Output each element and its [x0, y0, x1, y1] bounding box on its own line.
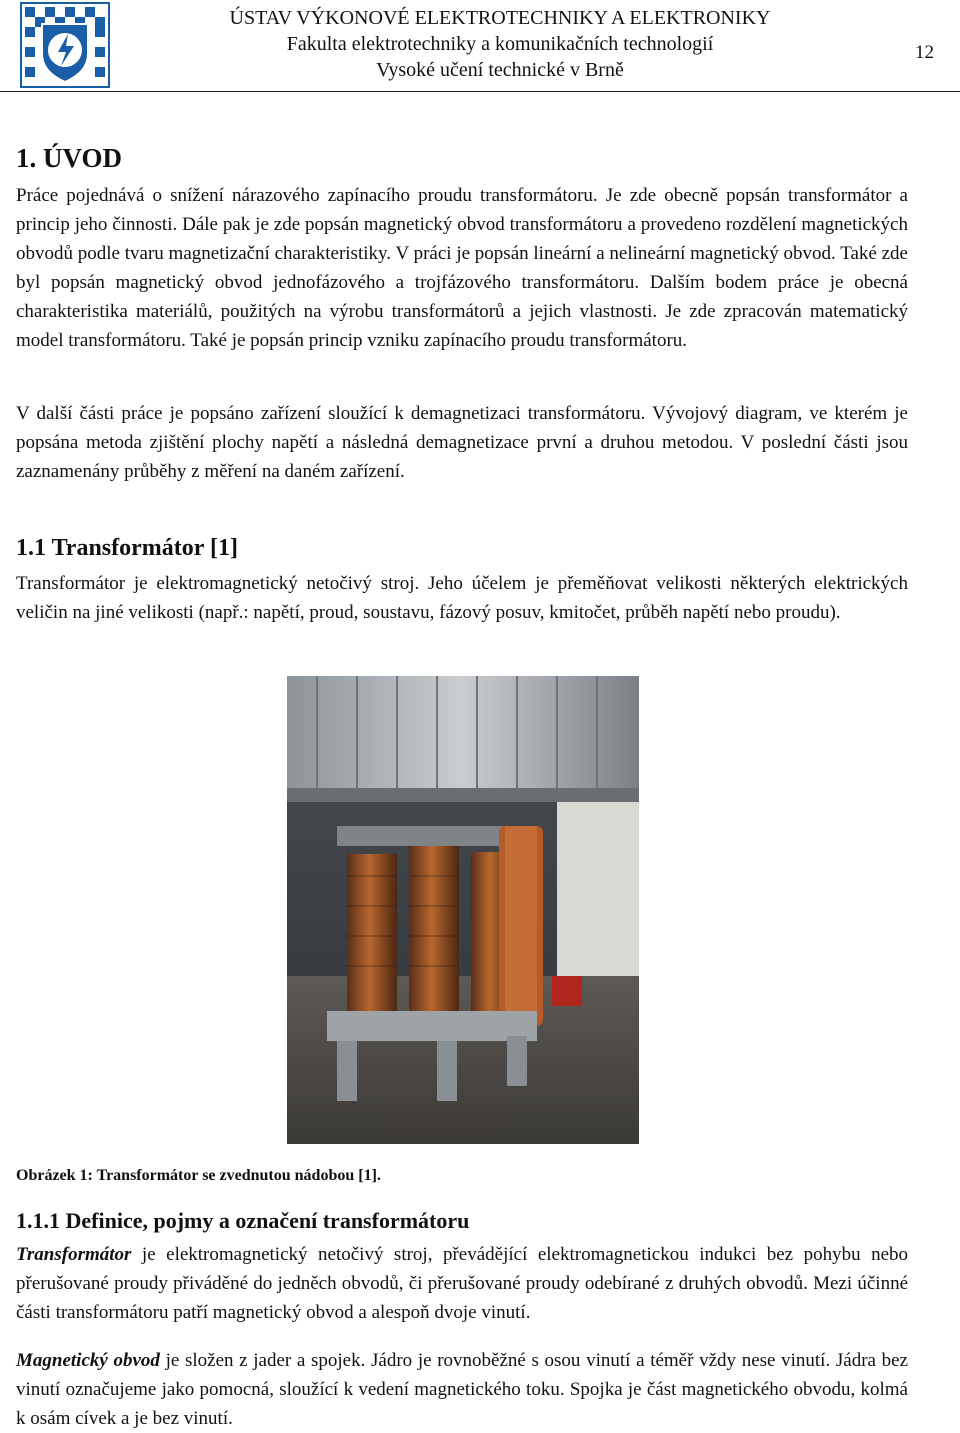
definition-transformer-text: je elektromagnetický netočivý stroj, převádějící elektromagnetickou indukci bez pohybu nebo přerušované proudy přiváděné do jedněch obvodů, či přerušované proudy odebírané z druhých obvodů. Mezi účinné části transformátoru patří magnetický obvod a alespoň dvoje vinutí.: [16, 1244, 908, 1323]
transformer-paragraph: Transformátor je elektromagnetický netočivý stroj. Jeho účelem je přeměňovat velikosti některých elektrických veličin na jiné velikosti (např.: napětí, proud, soustavu, fázový posuv, kmitočet, průběh napětí nebo proudu).: [16, 573, 908, 623]
definition-paragraph-2: [16, 1346, 908, 1433]
institute-name: ÚSTAV VÝKONOVÉ ELEKTROTECHNIKY A ELEKTRONIKY: [229, 7, 771, 29]
faculty-name: Fakulta elektrotechniky a komunikačních technologií: [286, 33, 714, 55]
header-divider: [0, 91, 960, 92]
page-header: [0, 0, 960, 94]
figure-caption: Obrázek 1: Transformátor se zvednutou nádobou [1].: [16, 1167, 381, 1184]
section-title-transformer: 1.1 Transformátor [1]: [16, 535, 238, 561]
definition-magnetic-circuit-text: je složen z jader a spojek. Jádro je rovnoběžné s osou vinutí a téměř vždy nese vinutí. Jádra bez vinutí označujeme jako pomocná, sloužící k vedení magnetického toku. Spojka je část magnetického obvodu, kolmá k osám cívek a je bez vinutí.: [16, 1350, 908, 1429]
term-magnetic-circuit: Magnetický obvod: [16, 1350, 160, 1371]
header-titles: [120, 5, 880, 83]
transformer-photo: [287, 676, 639, 1144]
term-transformer: Transformátor: [16, 1244, 132, 1265]
definition-paragraph-1: [16, 1240, 908, 1327]
intro-paragraph-1: Práce pojednává o snížení nárazového zapínacího proudu transformátoru. Je zde obecně popsán transformátor a princip jeho činnosti. Dále pak je zde popsán magnetický obvod transformátoru a provedeno rozdělení magnetických obvodů podle tvaru magnetizační charakteristiky. V práci je popsán lineární a nelineární magnetický obvod. Také zde byl popsán magnetický obvod jednofázového a trojfázového transformátoru. Dalším bodem práce je obecná charakteristika materiálů, použitých na výrobu transformátorů a jejich vlastnosti. Je zde zpracován matematický model transformátoru. Také je popsán princip vzniku zapínacího proudu transformátoru.: [16, 185, 908, 351]
page-number: 12: [915, 42, 934, 63]
university-logo-icon: [20, 2, 110, 88]
section-title-definitions: 1.1.1 Definice, pojmy a označení transformátoru: [16, 1208, 470, 1233]
section-title-intro: 1. ÚVOD: [16, 143, 122, 173]
university-name: Vysoké učení technické v Brně: [376, 59, 624, 81]
intro-paragraph-2: V další části práce je popsáno zařízení sloužící k demagnetizaci transformátoru. Vývojový diagram, ve kterém je popsána metoda zjištění plochy napětí a následná demagnetizace první a druhou metodou. V poslední části jsou zaznamenány průběhy z měření na daném zařízení.: [16, 403, 908, 482]
